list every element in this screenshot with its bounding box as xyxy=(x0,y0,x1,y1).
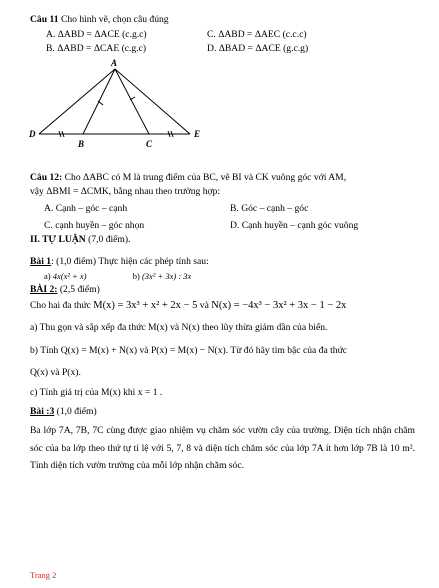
bai-3-body: Ba lớp 7A, 7B, 7C cùng được giao nhiệm vụ chăm sóc vườn cây của trường. Diện tích nhận chăm sóc của ba lớp theo thứ tự tỉ lệ với 5, 7, 8 và diện tích chăm sóc của lớp 7A ít hơn lớp 7B là 10 m². Tính diện tích vườn trường của mỗi lớp nhận chăm sóc. xyxy=(30,425,415,471)
segment-AC xyxy=(115,69,149,134)
bai-2-intro xyxy=(30,300,346,312)
bai-3-header xyxy=(30,406,97,418)
q11-option-c: C. ΔABD = ΔAEC (c.c.c) xyxy=(207,29,307,40)
q11-option-a: A. ΔABD = ΔACE (c.g.c) xyxy=(46,29,147,40)
bai-2-points: (2,5 điểm) xyxy=(59,284,100,295)
bai-2-header xyxy=(30,284,100,296)
question-12-line2: vậy ΔBMI = ΔCMK, bằng nhau theo trường hợp: xyxy=(30,186,221,197)
bai-1-header xyxy=(30,256,209,268)
question-11-stem: Cho hình vẽ, chọn câu đúng xyxy=(60,14,169,25)
bai-2-part-b-line1: b) Tính Q(x) = M(x) + N(x) và P(x) = M(x) − N(x). Từ đó hãy tìm bậc của đa thức xyxy=(30,345,348,356)
bai-2-intro-prefix: Cho hai đa thức xyxy=(30,300,91,311)
q12-option-b: B. Góc – cạnh – góc xyxy=(230,203,309,214)
question-11-header xyxy=(30,14,169,26)
bai-2-part-c: c) Tính giá trị của M(x) khi x = 1 . xyxy=(30,387,163,398)
question-11-title: Câu 11 xyxy=(30,14,59,25)
q11-option-b: B. ΔABD = ΔCAE (c.g.c) xyxy=(46,43,147,54)
question-12-title: Câu 12: xyxy=(30,172,63,183)
question-12-line1 xyxy=(30,172,346,184)
bai-1-b-expr: (3x² + 3x) : 3x xyxy=(141,271,192,281)
bai-2-label: BÀI 2: xyxy=(30,284,58,295)
triangle-figure xyxy=(26,56,206,152)
label-D: D xyxy=(29,129,36,139)
bai-2-M-definition: M(x) = 3x³ + x² + 2x − 5 xyxy=(93,300,198,311)
bai-2-conjunction: và xyxy=(199,300,209,311)
part-2-points: (7,0 điểm). xyxy=(88,234,131,245)
bai-1-a-expr: 4x(x² + x) xyxy=(52,271,87,281)
bai-1-expressions xyxy=(44,270,191,282)
bai-2-part-b-line2: Q(x) và P(x). xyxy=(30,367,81,378)
label-C: C xyxy=(146,139,153,149)
q12-option-d: D. Cạnh huyền – cạnh góc vuông xyxy=(230,220,359,231)
part-2-title: II. TỰ LUẬN xyxy=(30,234,86,245)
bai-1-label: Bài 1 xyxy=(30,256,52,267)
segment-AE xyxy=(115,69,190,134)
label-E: E xyxy=(194,129,201,139)
page-number-footer: Trang 2 xyxy=(30,570,57,580)
segment-AD xyxy=(39,69,115,134)
bai-2-N-definition: N(x) = −4x³ − 3x² + 3x − 1 − 2x xyxy=(211,300,347,311)
question-12-text-1: Cho ΔABC có M là trung điểm của BC, vẽ BI và CK vuông góc với AM, xyxy=(64,172,347,183)
bai-1-points: : (1,0 điểm) Thực hiện các phép tính sau: xyxy=(51,256,209,267)
bai-3-points: (1,0 điểm) xyxy=(56,406,97,417)
q12-option-a: A. Cạnh – góc – cạnh xyxy=(44,203,128,214)
bai-1-a-label: a) xyxy=(44,271,51,281)
q12-option-c: C. cạnh huyền – góc nhọn xyxy=(44,220,145,231)
label-B: B xyxy=(78,139,85,149)
bai-2-part-a: a) Thu gọn và sắp xếp đa thức M(x) và N(x) theo lũy thừa giảm dần của biến. xyxy=(30,322,328,333)
q11-option-d: D. ΔBAD = ΔACE (g.c.g) xyxy=(207,43,309,54)
part-2-heading xyxy=(30,234,131,246)
bai-1-b-label: b) xyxy=(132,271,140,281)
label-A: A xyxy=(111,58,118,68)
bai-3-label: Bài :3 xyxy=(30,406,55,417)
